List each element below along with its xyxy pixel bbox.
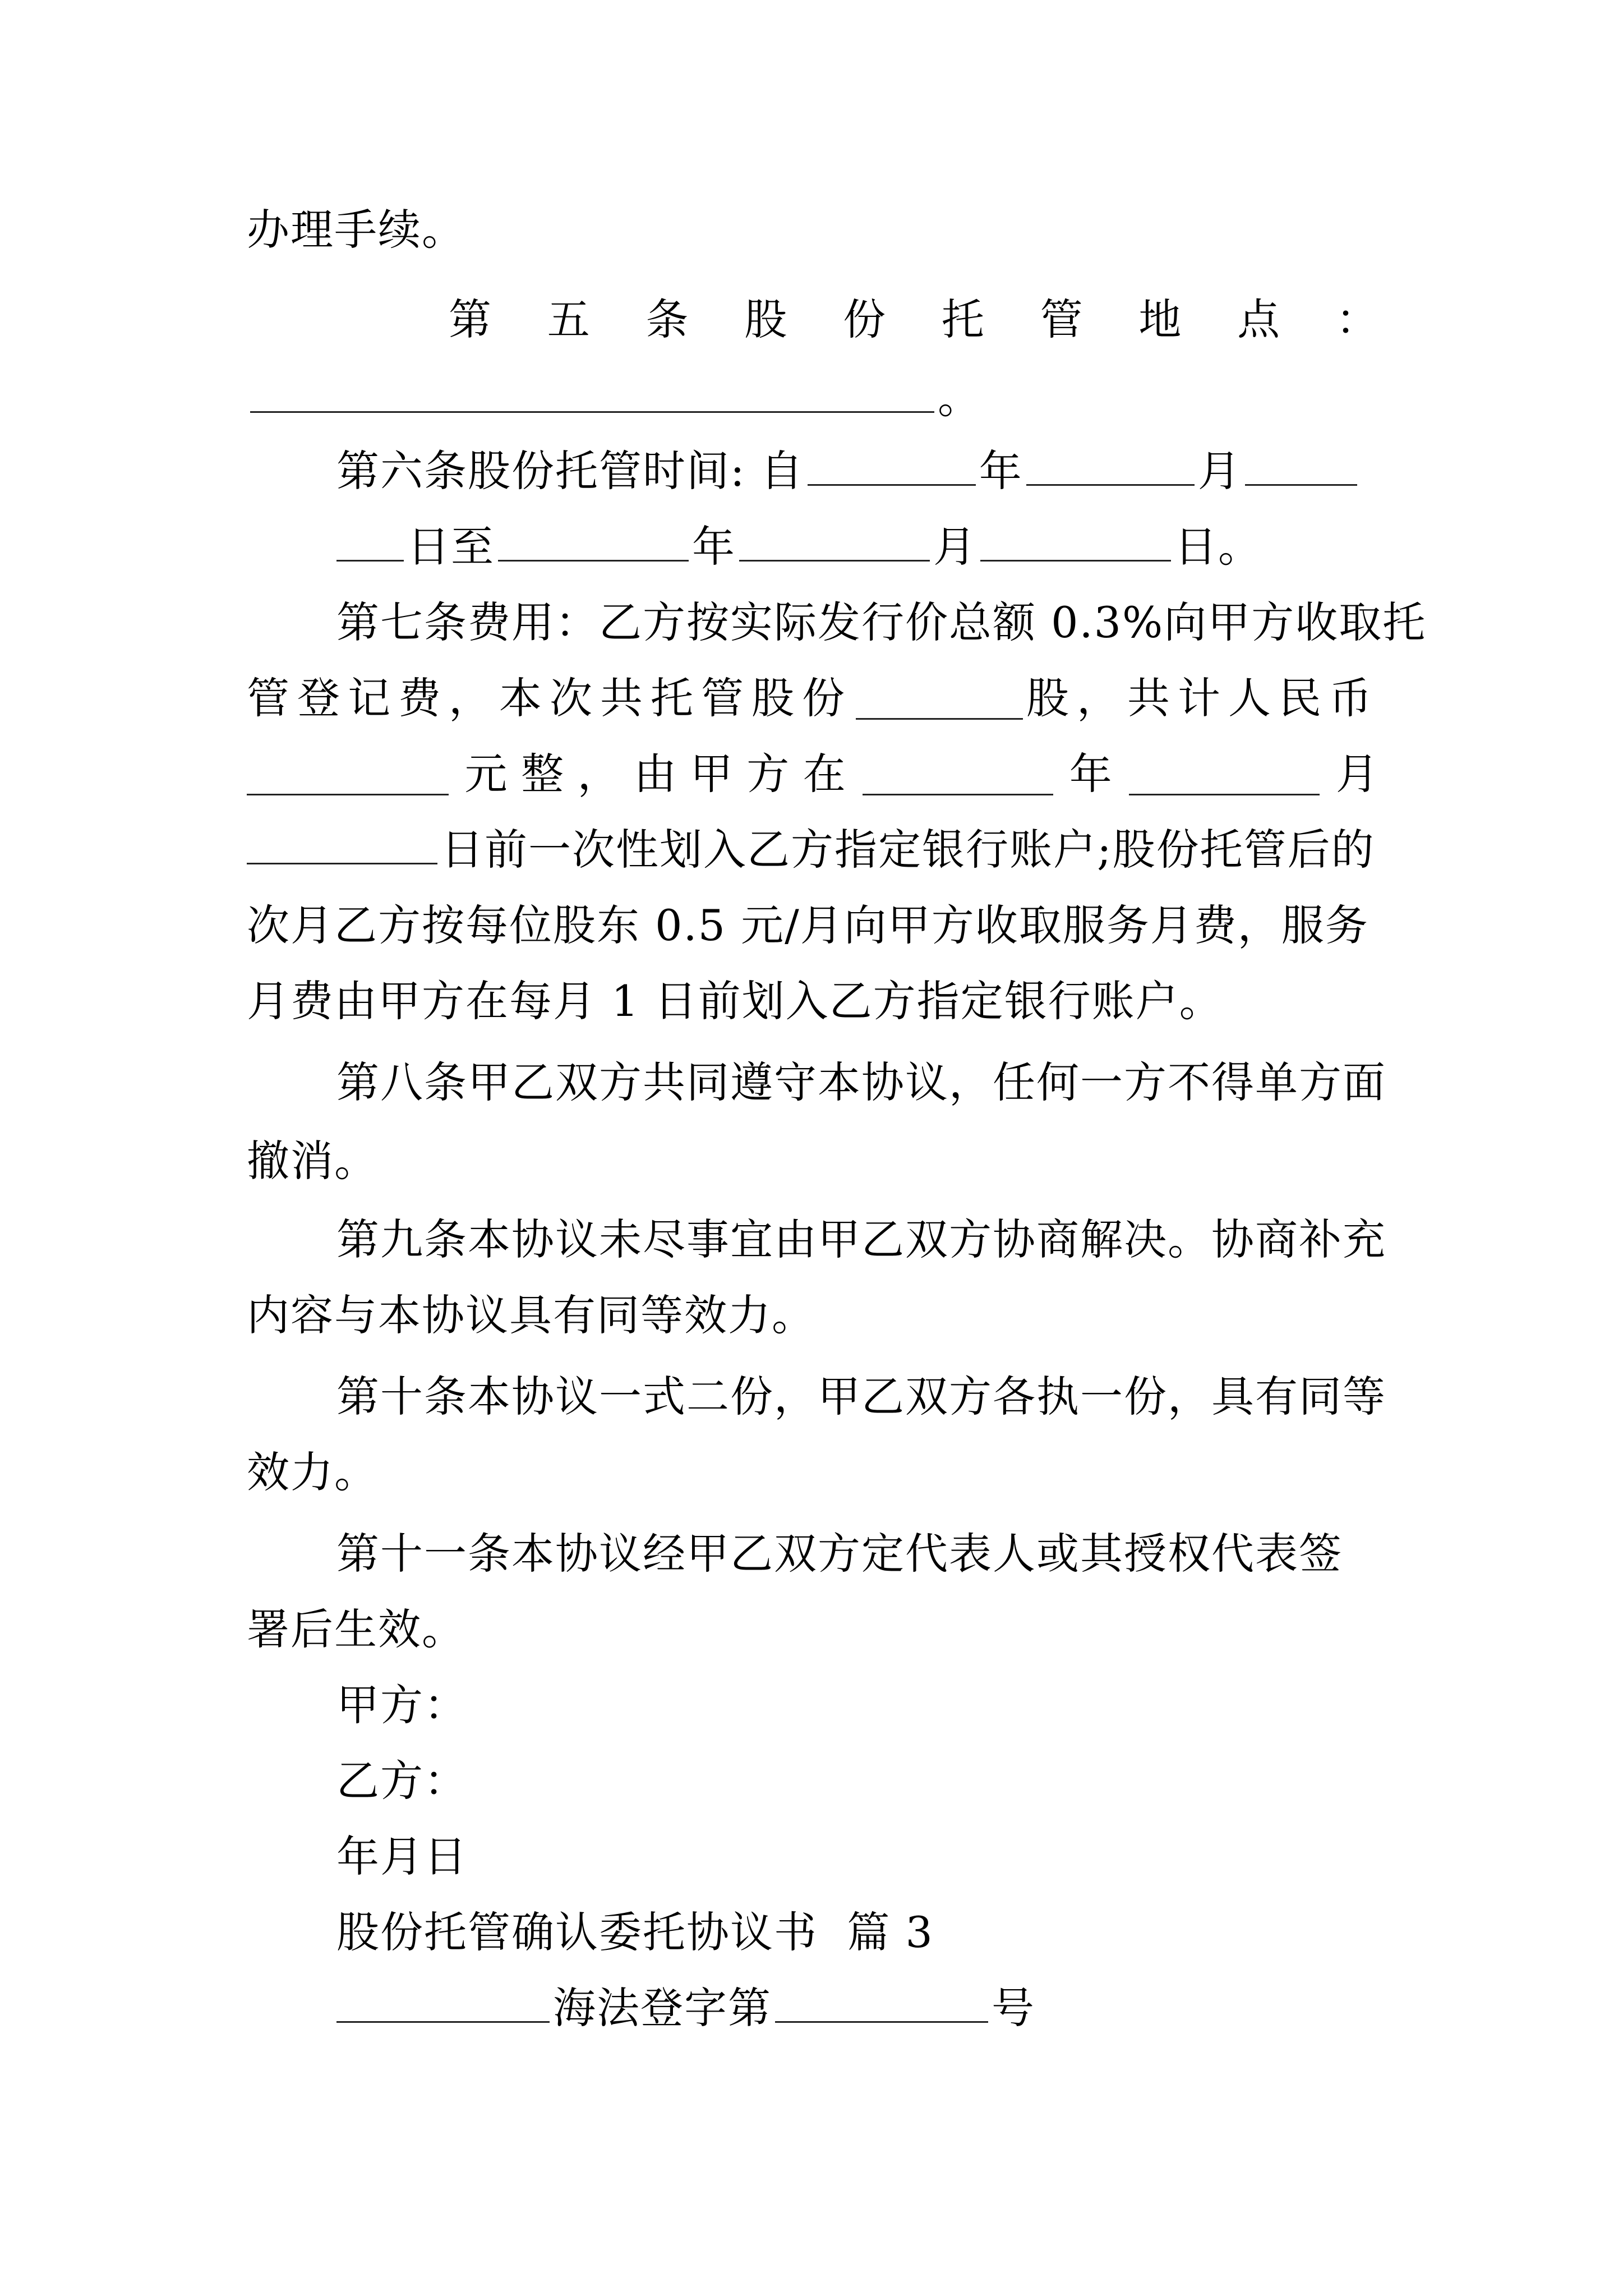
article-11-line-1: 第十一条本协议经甲乙双方定代表人或其授权代表签 (336, 1529, 1343, 1579)
end-day-blank (980, 519, 1171, 562)
end-year-blank (498, 519, 689, 562)
article-9-line-1: 第九条本协议未尽事宜由甲乙双方协商解决。协商补充 (336, 1214, 1386, 1264)
article-7-line-1: 第七条费用：乙方按实际发行价总额 0.3%向甲方收取托 (336, 597, 1427, 647)
article-6-line-1: 第六条股份托管时间: 自 年 月 (336, 443, 1380, 499)
article-5-blank-line: 。 (247, 370, 1380, 426)
registration-number-line: 海法登字第 号 (336, 1980, 1380, 2036)
section-title: 股份托管确认委托协议书 篇 3 (336, 1907, 934, 1957)
start-month-blank (1026, 444, 1195, 486)
end-month-blank (739, 519, 930, 562)
article-10-line-1: 第十条本协议一式二份，甲乙双方各执一份，具有同等 (336, 1372, 1386, 1421)
article-5-heading: 第 五 条 股 份 托 管 地 点 ： (449, 295, 1380, 344)
registration-prefix-blank (336, 1981, 550, 2023)
pay-month-blank (1129, 753, 1320, 795)
article-8-line-2: 撤消。 (247, 1136, 378, 1186)
party-b-label: 乙方： (336, 1756, 468, 1806)
article-7-line-6: 月费由甲方在每月 1 日前划入乙方指定银行账户。 (247, 976, 1223, 1026)
start-year-blank (808, 444, 976, 486)
article-10-line-2: 效力。 (247, 1447, 378, 1497)
article-7-line-4: 日前一次性划入乙方指定银行账户;股份托管后的 (247, 822, 1380, 878)
pay-day-blank (247, 822, 437, 864)
article-7-line-2: 管登记费，本次共托管股份 股，共计人民币 (247, 673, 1380, 723)
article-6-line-2: 日至 年 月 日。 (336, 519, 1380, 575)
line-handle-procedures: 办理手续。 (247, 205, 465, 255)
article-11-line-2: 署后生效。 (247, 1604, 465, 1654)
start-day-blank (1245, 444, 1357, 486)
article-7-line-3: 元 整 ， 由 甲 方 在 年 月 (247, 746, 1380, 802)
article-9-line-2: 内容与本协议具有同等效力。 (247, 1290, 815, 1340)
location-blank (250, 371, 934, 413)
amount-blank (247, 753, 449, 795)
date-label: 年月日 (336, 1832, 468, 1881)
shares-blank (856, 678, 1023, 720)
registration-number-blank (775, 1981, 988, 2023)
article-8-line-1: 第八条甲乙双方共同遵守本协议，任何一方不得单方面 (336, 1057, 1386, 1107)
party-a-label: 甲方： (336, 1680, 468, 1730)
pay-year-blank (863, 753, 1053, 795)
start-day-blank-cont (336, 519, 404, 562)
article-7-line-5: 次月乙方按每位股东 0.5 元/月向甲方收取服务月费，服务 (247, 900, 1369, 950)
